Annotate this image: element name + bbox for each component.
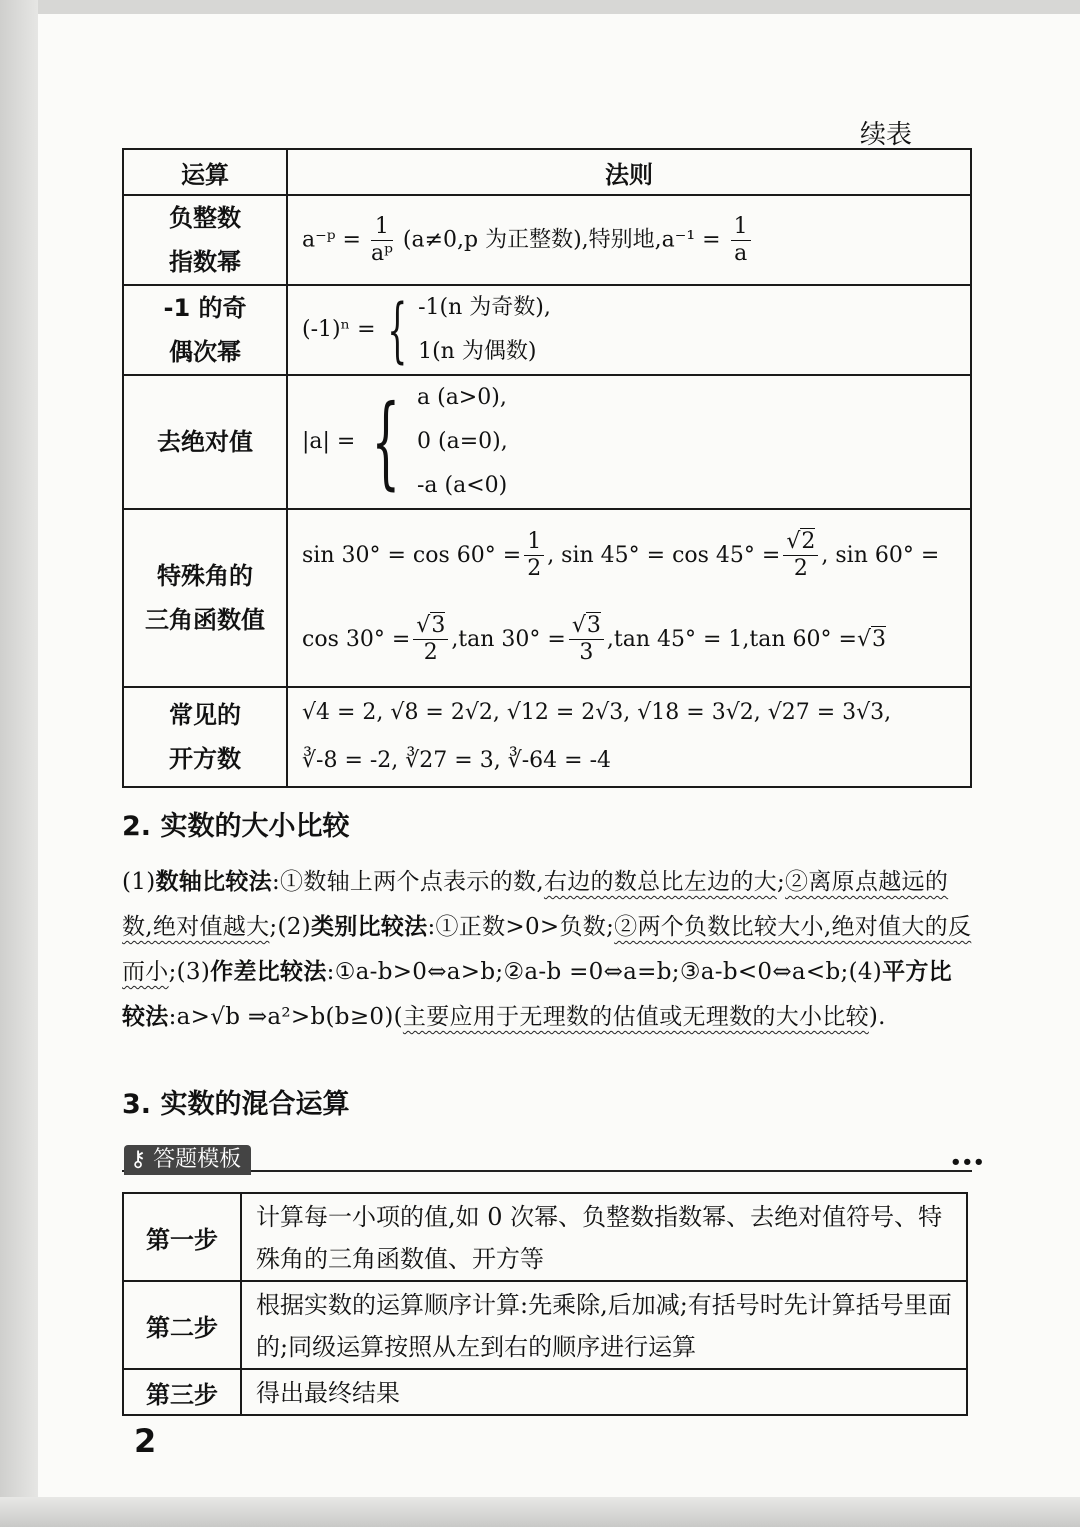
step-description: 计算每一小项的值,如 0 次幂、负整数指数幂、去绝对值符号、特殊角的三角函数值、开方等 — [241, 1193, 967, 1281]
table-row — [123, 687, 971, 787]
table-row — [123, 285, 971, 375]
key-point: 右边的数总比左边的大 — [543, 869, 777, 895]
scan-edge-bottom — [0, 1497, 1080, 1527]
case-line: -a (a<0) — [417, 473, 508, 498]
body-text: :①a-b>0⇔a>b;②a-b =0⇔a=b;③a-b<0⇔a<b;(4) — [326, 959, 883, 985]
header-operation: 运算 — [123, 149, 287, 195]
numerator: 1 — [524, 529, 544, 556]
dots-icon: ••• — [950, 1152, 985, 1173]
radicand: 2 — [801, 528, 816, 554]
page-number: 2 — [134, 1422, 157, 1460]
body-text: :①数轴上两个点表示的数, — [271, 869, 544, 895]
op-absolute-value — [123, 375, 287, 509]
step-label: 第二步 — [123, 1281, 241, 1369]
op-line: -1 的奇 — [163, 294, 247, 322]
op-power-of-neg-one — [123, 285, 287, 375]
body-text: ;(2) — [269, 914, 311, 940]
op-negative-exponent — [123, 195, 287, 285]
brace-icon: { — [371, 383, 401, 500]
key-icon: ⚷ — [130, 1147, 154, 1172]
fraction — [731, 214, 751, 267]
template-label-text: 答题模板 — [153, 1147, 242, 1172]
case-line: 0 (a=0), — [417, 429, 508, 454]
body-text: ;(3) — [168, 959, 211, 985]
fraction — [413, 613, 448, 666]
key-point: ②离原点越远的数,绝对值越大 — [122, 869, 949, 940]
formula-text: (a≠0,p 为正整数),特别地,a⁻¹ = — [402, 227, 721, 252]
roots-line: √4 = 2, √8 = 2√2, √12 = 2√3, √18 = 3√2, √27 = 3√3, — [302, 700, 892, 725]
op-line: 常见的 — [169, 701, 241, 729]
op-line: 偶次幂 — [169, 338, 241, 366]
trig-line-1 — [302, 514, 970, 596]
fraction — [524, 529, 544, 582]
formula-text: sin 30° = cos 60° = — [302, 542, 522, 568]
op-line: 三角函数值 — [145, 606, 265, 634]
op-line: 去绝对值 — [157, 428, 253, 456]
page — [38, 14, 1080, 1497]
header-rule: 法则 — [287, 149, 971, 195]
body-text: (1) — [122, 869, 156, 895]
method-name: 平方比较法 — [122, 959, 952, 1030]
section-3-title: 3. 实数的混合运算 — [122, 1089, 350, 1120]
denominator: a — [734, 240, 748, 266]
formula-text: (-1)ⁿ = — [302, 317, 376, 342]
body-text: :①正数>0>负数; — [427, 914, 615, 940]
radicand: 3 — [586, 612, 601, 638]
step-label: 第一步 — [123, 1193, 241, 1281]
formula-text: cos 30° = — [302, 626, 411, 652]
key-point: 主要应用于无理数的估值或无理数的大小比较 — [402, 1004, 869, 1030]
steps-table — [122, 1192, 968, 1416]
op-line: 特殊角的 — [157, 562, 253, 590]
op-line: 负整数 — [169, 204, 241, 232]
continued-label: 续表 — [860, 120, 913, 150]
case-line: a (a>0), — [417, 385, 507, 410]
sqrt-expression: √3 — [856, 626, 886, 652]
body-text: ; — [776, 869, 786, 895]
section-2-body — [122, 860, 972, 1040]
step-label: 第三步 — [123, 1369, 241, 1415]
formula-text: ,tan 45° = 1,tan 60° = — [606, 626, 857, 652]
roots-line: ∛-8 = -2, ∛27 = 3, ∛-64 = -4 — [302, 748, 611, 773]
table-row — [123, 509, 971, 687]
op-line: 指数幂 — [169, 248, 241, 276]
case-line: 1(n 为偶数) — [418, 339, 537, 364]
numerator: √3 — [569, 613, 604, 640]
step-description: 得出最终结果 — [241, 1369, 967, 1415]
method-name: 类别比较法 — [310, 914, 428, 940]
body-text: ). — [868, 1004, 886, 1030]
rules-table — [122, 148, 972, 788]
rule-common-roots — [287, 687, 971, 787]
scan-edge — [0, 0, 38, 1527]
formula-text: a⁻ᵖ = — [302, 227, 361, 252]
table-row — [123, 375, 971, 509]
table-row — [123, 1193, 967, 1281]
denominator: 2 — [527, 555, 542, 581]
template-label — [124, 1145, 251, 1175]
formula-text: , sin 45° = cos 45° = — [547, 542, 781, 568]
formula-text: , sin 60° = — [821, 542, 940, 568]
numerator: √3 — [413, 613, 448, 640]
table-row — [123, 1369, 967, 1415]
rule-negative-exponent — [287, 195, 971, 285]
body-text: :a>√b ⇒a²>b(b≥0)( — [168, 1004, 403, 1030]
rule-special-angle-trig — [287, 509, 971, 687]
rule-power-of-neg-one — [287, 285, 971, 375]
fraction — [371, 214, 393, 267]
denominator: 3 — [579, 639, 594, 665]
fraction — [569, 613, 604, 666]
trig-line-2 — [302, 596, 970, 682]
formula-text: ,tan 30° = — [451, 626, 566, 652]
denominator: 2 — [423, 639, 438, 665]
denominator: aᵖ — [370, 240, 393, 266]
fraction — [783, 529, 818, 582]
method-name: 作差比较法 — [210, 959, 327, 985]
cases — [418, 286, 551, 374]
brace-icon: { — [386, 289, 407, 371]
method-name: 数轴比较法 — [155, 869, 272, 895]
radicand: 3 — [871, 626, 886, 652]
rule-absolute-value — [287, 375, 971, 509]
case-line: -1(n 为奇数), — [418, 295, 551, 320]
table-row — [123, 195, 971, 285]
op-line: 开方数 — [169, 745, 241, 773]
denominator: 2 — [793, 555, 808, 581]
op-common-roots — [123, 687, 287, 787]
section-2-title: 2. 实数的大小比较 — [122, 811, 350, 842]
table-header-row — [123, 149, 971, 195]
numerator: 1 — [371, 214, 393, 241]
numerator: √2 — [783, 529, 818, 556]
cases — [417, 376, 508, 508]
radicand: 3 — [431, 612, 446, 638]
step-description: 根据实数的运算顺序计算:先乘除,后加减;有括号时先计算括号里面的;同级运算按照从左到右的顺序进行运算 — [241, 1281, 967, 1369]
table-row — [123, 1281, 967, 1369]
formula-text: |a| = — [302, 429, 356, 454]
op-special-angle-trig — [123, 509, 287, 687]
key-point: ②两个负数比较大小,绝对值大的反而小 — [122, 914, 972, 985]
numerator: 1 — [731, 214, 751, 241]
